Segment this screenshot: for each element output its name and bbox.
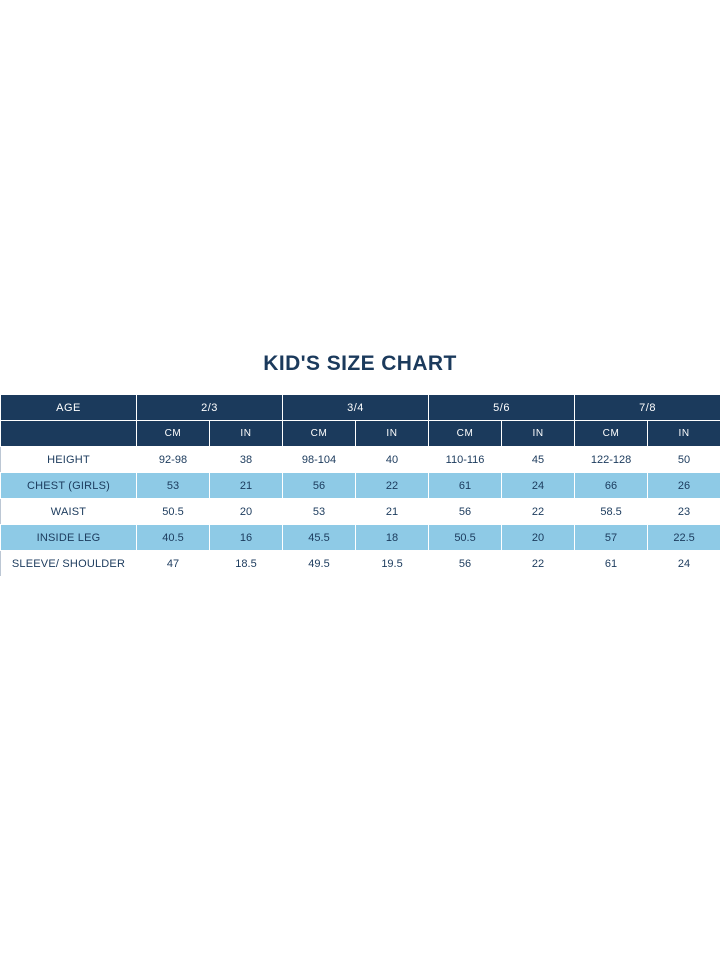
- header-unit-in-5-6: IN: [502, 421, 575, 447]
- table-row: [1, 551, 720, 577]
- cell-height-7-8-cm: 122-128: [575, 447, 648, 473]
- row-label-chest-girls: CHEST (GIRLS): [1, 473, 137, 499]
- cell-height-7-8-in: 50: [648, 447, 720, 473]
- cell-height-2-3-cm: 92-98: [137, 447, 210, 473]
- row-label-waist: WAIST: [1, 499, 137, 525]
- cell-waist-3-4-in: 21: [356, 499, 429, 525]
- cell-sleeve-2-3-cm: 47: [137, 551, 210, 577]
- cell-sleeve-7-8-in: 24: [648, 551, 720, 577]
- cell-chest-3-4-cm: 56: [283, 473, 356, 499]
- cell-inside-leg-3-4-cm: 45.5: [283, 525, 356, 551]
- row-label-height: HEIGHT: [1, 447, 137, 473]
- header-unit-spacer: [1, 421, 137, 447]
- cell-waist-2-3-in: 20: [210, 499, 283, 525]
- header-unit-in-7-8: IN: [648, 421, 720, 447]
- cell-sleeve-2-3-in: 18.5: [210, 551, 283, 577]
- cell-waist-2-3-cm: 50.5: [137, 499, 210, 525]
- cell-height-5-6-in: 45: [502, 447, 575, 473]
- cell-chest-7-8-in: 26: [648, 473, 720, 499]
- cell-inside-leg-3-4-in: 18: [356, 525, 429, 551]
- header-unit-cm-7-8: CM: [575, 421, 648, 447]
- cell-sleeve-5-6-cm: 56: [429, 551, 502, 577]
- header-size-7-8: 7/8: [575, 395, 720, 421]
- cell-chest-3-4-in: 22: [356, 473, 429, 499]
- table-row: [1, 447, 720, 473]
- cell-sleeve-5-6-in: 22: [502, 551, 575, 577]
- table-row: [1, 525, 720, 551]
- cell-chest-7-8-cm: 66: [575, 473, 648, 499]
- cell-chest-2-3-in: 21: [210, 473, 283, 499]
- header-size-5-6: 5/6: [429, 395, 575, 421]
- header-unit-cm-2-3: CM: [137, 421, 210, 447]
- cell-inside-leg-5-6-in: 20: [502, 525, 575, 551]
- cell-inside-leg-5-6-cm: 50.5: [429, 525, 502, 551]
- cell-height-2-3-in: 38: [210, 447, 283, 473]
- cell-sleeve-7-8-cm: 61: [575, 551, 648, 577]
- header-unit-in-2-3: IN: [210, 421, 283, 447]
- cell-waist-3-4-cm: 53: [283, 499, 356, 525]
- row-label-inside-leg: INSIDE LEG: [1, 525, 137, 551]
- cell-inside-leg-2-3-in: 16: [210, 525, 283, 551]
- kids-size-chart-table: [0, 394, 720, 577]
- row-label-sleeve-shoulder: SLEEVE/ SHOULDER: [1, 551, 137, 577]
- cell-inside-leg-2-3-cm: 40.5: [137, 525, 210, 551]
- cell-waist-7-8-cm: 58.5: [575, 499, 648, 525]
- cell-chest-5-6-in: 24: [502, 473, 575, 499]
- header-size-2-3: 2/3: [137, 395, 283, 421]
- table-row: [1, 473, 720, 499]
- page-title: KID'S SIZE CHART: [263, 352, 457, 375]
- cell-chest-5-6-cm: 61: [429, 473, 502, 499]
- header-size-3-4: 3/4: [283, 395, 429, 421]
- cell-sleeve-3-4-in: 19.5: [356, 551, 429, 577]
- cell-height-3-4-cm: 98-104: [283, 447, 356, 473]
- header-age: AGE: [1, 395, 137, 421]
- table-header-unit-row: [1, 421, 720, 447]
- cell-waist-7-8-in: 23: [648, 499, 720, 525]
- header-unit-cm-3-4: CM: [283, 421, 356, 447]
- header-unit-in-3-4: IN: [356, 421, 429, 447]
- cell-waist-5-6-in: 22: [502, 499, 575, 525]
- cell-height-3-4-in: 40: [356, 447, 429, 473]
- cell-waist-5-6-cm: 56: [429, 499, 502, 525]
- cell-sleeve-3-4-cm: 49.5: [283, 551, 356, 577]
- table-row: [1, 499, 720, 525]
- header-unit-cm-5-6: CM: [429, 421, 502, 447]
- cell-inside-leg-7-8-in: 22.5: [648, 525, 720, 551]
- cell-height-5-6-cm: 110-116: [429, 447, 502, 473]
- table-header-age-row: [1, 395, 720, 421]
- size-chart-container: [0, 352, 720, 577]
- cell-inside-leg-7-8-cm: 57: [575, 525, 648, 551]
- cell-chest-2-3-cm: 53: [137, 473, 210, 499]
